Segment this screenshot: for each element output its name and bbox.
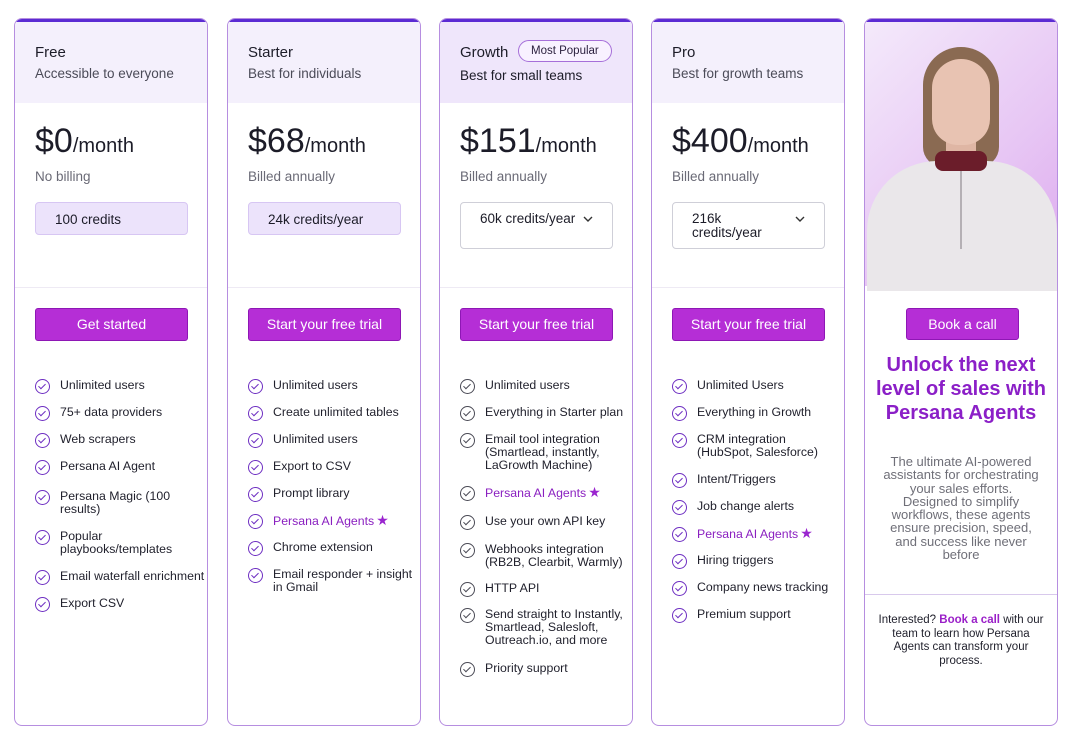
- promo-headline: Unlock the next level of sales with Persana Agents: [875, 354, 1047, 424]
- feature-item: Company news tracking: [672, 581, 842, 594]
- check-circle-icon: [672, 379, 687, 394]
- feature-item: Hiring triggers: [672, 554, 842, 567]
- check-circle-icon: [672, 608, 687, 623]
- plan-name: Pro: [672, 44, 696, 61]
- credits-badge: 100 credits: [35, 202, 188, 235]
- feature-item: Premium support: [672, 608, 842, 621]
- feature-item: Web scrapers: [35, 433, 205, 446]
- check-circle-icon: [672, 554, 687, 569]
- feature-item: CRM integration (HubSpot, Salesforce): [672, 433, 842, 459]
- check-circle-icon: [248, 541, 263, 556]
- plan-header: [228, 19, 420, 103]
- check-circle-icon: [460, 486, 475, 501]
- check-circle-icon: [35, 490, 50, 505]
- credits-dropdown[interactable]: [672, 202, 825, 249]
- feature-list: [248, 359, 418, 594]
- feature-item-highlight: Persana AI Agents ★: [248, 514, 418, 528]
- start-free-trial-button[interactable]: Start your free trial: [460, 308, 613, 341]
- check-circle-icon: [672, 433, 687, 448]
- credits-badge: 24k credits/year: [248, 202, 401, 235]
- check-circle-icon: [460, 608, 475, 623]
- divider: [228, 287, 420, 288]
- feature-item: Intent/Triggers: [672, 473, 842, 486]
- check-circle-icon: [672, 406, 687, 421]
- most-popular-badge: Most Popular: [518, 40, 612, 62]
- feature-item: Persana AI Agent: [35, 460, 205, 473]
- check-circle-icon: [672, 500, 687, 515]
- check-circle-icon: [248, 406, 263, 421]
- billing-note: Billed annually: [672, 169, 760, 184]
- price-period: /month: [304, 135, 366, 157]
- check-circle-icon: [248, 379, 263, 394]
- plan-price: [248, 122, 366, 161]
- chevron-down-icon: [582, 213, 594, 225]
- interest-note: [875, 614, 1047, 668]
- feature-item: Use your own API key: [460, 515, 630, 528]
- divider: [15, 287, 207, 288]
- plan-subtitle: Best for growth teams: [672, 66, 804, 81]
- interest-prefix: Interested?: [878, 614, 937, 626]
- plan-price: [460, 122, 597, 161]
- feature-item: Send straight to Instantly, Smartlead, Salesloft, Outreach.io, and more: [460, 608, 630, 647]
- plan-price: [35, 122, 134, 161]
- feature-item: Webhooks integration (RB2B, Clearbit, Warmly): [460, 543, 630, 569]
- price-period: /month: [747, 135, 809, 157]
- price-amount: $68: [248, 122, 305, 160]
- price-amount: $0: [35, 122, 73, 160]
- feature-item: Job change alerts: [672, 500, 842, 513]
- feature-list: [35, 359, 205, 610]
- feature-item: Persana Magic (100 results): [35, 490, 205, 516]
- check-circle-icon: [460, 433, 475, 448]
- interest-suffix: with our team to learn how Persana Agents can transform your process.: [892, 614, 1044, 667]
- credits-dropdown[interactable]: [460, 202, 613, 249]
- check-circle-icon: [672, 473, 687, 488]
- feature-item: Email waterfall enrichment: [35, 570, 205, 583]
- start-free-trial-button[interactable]: Start your free trial: [672, 308, 825, 341]
- star-icon: ★: [376, 512, 389, 528]
- plan-card-growth: [439, 18, 633, 726]
- check-circle-icon: [35, 433, 50, 448]
- credits-dropdown-value: 60k credits/year: [480, 211, 576, 226]
- start-free-trial-button[interactable]: Start your free trial: [248, 308, 401, 341]
- billing-note: Billed annually: [460, 169, 548, 184]
- plan-subtitle: Accessible to everyone: [35, 66, 174, 81]
- book-a-call-button[interactable]: Book a call: [906, 308, 1019, 340]
- check-circle-icon: [460, 379, 475, 394]
- feature-item-highlight: Persana AI Agents ★: [672, 527, 842, 541]
- check-circle-icon: [35, 406, 50, 421]
- agents-promo-card: [864, 18, 1058, 726]
- divider: [865, 594, 1057, 595]
- feature-item: Unlimited users: [35, 379, 205, 392]
- chevron-down-icon: [794, 213, 806, 225]
- feature-item: Unlimited users: [460, 379, 630, 392]
- check-circle-icon: [248, 460, 263, 475]
- check-circle-icon: [35, 530, 50, 545]
- plan-card-pro: [651, 18, 845, 726]
- plan-card-starter: [227, 18, 421, 726]
- plan-price: [672, 122, 809, 161]
- feature-item: Email responder + insight in Gmail: [248, 568, 418, 594]
- feature-item: Everything in Starter plan: [460, 406, 630, 419]
- check-circle-icon: [460, 662, 475, 677]
- check-circle-icon: [35, 597, 50, 612]
- feature-item: Create unlimited tables: [248, 406, 418, 419]
- star-icon: ★: [800, 525, 813, 541]
- plan-header: [440, 19, 632, 103]
- promo-description: The ultimate AI-powered assistants for orchestrating your sales efforts. Designed to simplify workflows, these agents ensure precision, speed, and success like never before: [883, 454, 1039, 563]
- check-circle-icon: [672, 581, 687, 596]
- star-icon: ★: [588, 484, 601, 500]
- credits-dropdown-value: 216k credits/year: [692, 211, 762, 240]
- plan-name: Starter: [248, 44, 294, 61]
- check-circle-icon: [672, 527, 687, 542]
- book-a-call-link[interactable]: Book a call: [939, 614, 1000, 626]
- plan-subtitle: Best for individuals: [248, 66, 362, 81]
- check-circle-icon: [248, 433, 263, 448]
- feature-item: Email tool integration (Smartlead, instantly, LaGrowth Machine): [460, 433, 630, 472]
- feature-item: Priority support: [460, 662, 630, 675]
- check-circle-icon: [460, 582, 475, 597]
- check-circle-icon: [248, 568, 263, 583]
- divider: [440, 287, 632, 288]
- feature-item: Chrome extension: [248, 541, 418, 554]
- feature-item: Everything in Growth: [672, 406, 842, 419]
- check-circle-icon: [35, 570, 50, 585]
- check-circle-icon: [460, 406, 475, 421]
- check-circle-icon: [248, 514, 263, 529]
- feature-item: Export CSV: [35, 597, 205, 610]
- billing-note: Billed annually: [248, 169, 336, 184]
- plan-subtitle: Best for small teams: [460, 68, 583, 83]
- check-circle-icon: [35, 379, 50, 394]
- plan-name: Growth: [460, 44, 509, 61]
- plan-card-free: [14, 18, 208, 726]
- price-period: /month: [535, 135, 597, 157]
- billing-note: No billing: [35, 169, 91, 184]
- feature-item: 75+ data providers: [35, 406, 205, 419]
- plan-header: [652, 19, 844, 103]
- feature-list: [460, 359, 630, 675]
- feature-list: [672, 359, 842, 621]
- price-amount: $151: [460, 122, 536, 160]
- feature-item: Prompt library: [248, 487, 418, 500]
- feature-item: Unlimited users: [248, 433, 418, 446]
- feature-item: Export to CSV: [248, 460, 418, 473]
- price-period: /month: [72, 135, 134, 157]
- get-started-button[interactable]: Get started: [35, 308, 188, 341]
- check-circle-icon: [35, 460, 50, 475]
- feature-item: Popular playbooks/templates: [35, 530, 205, 556]
- feature-item: HTTP API: [460, 582, 630, 595]
- check-circle-icon: [460, 515, 475, 530]
- plan-header: [15, 19, 207, 103]
- agent-avatar-image: [865, 19, 1057, 286]
- check-circle-icon: [460, 543, 475, 558]
- plan-name: Free: [35, 44, 66, 61]
- check-circle-icon: [248, 487, 263, 502]
- feature-item: Unlimited users: [248, 379, 418, 392]
- feature-item: Unlimited Users: [672, 379, 842, 392]
- divider: [652, 287, 844, 288]
- price-amount: $400: [672, 122, 748, 160]
- feature-item-highlight: Persana AI Agents ★: [460, 486, 630, 500]
